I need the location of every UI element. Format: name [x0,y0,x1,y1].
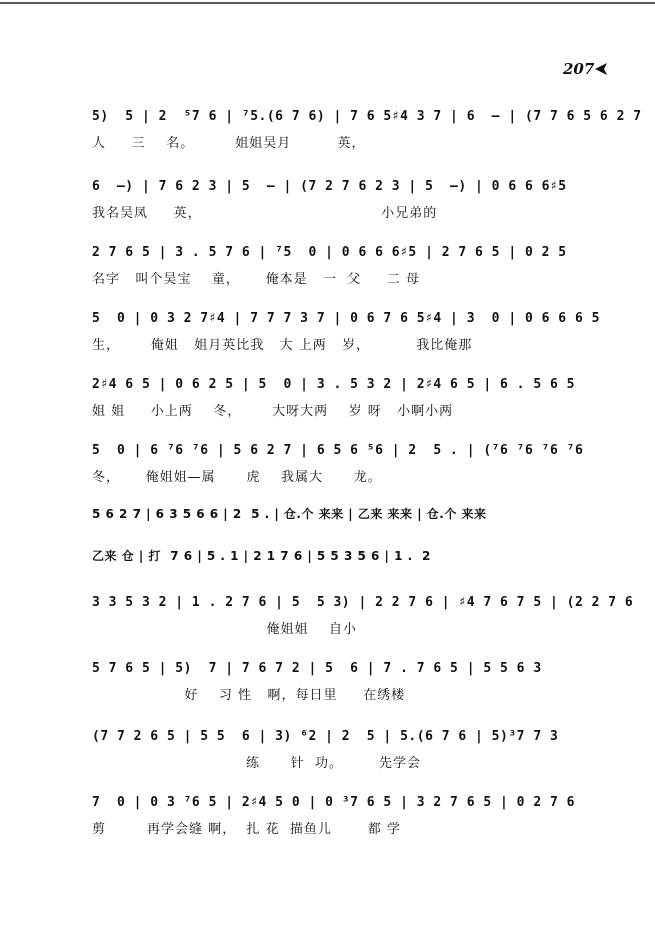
score-system [0,784,655,854]
score-system [0,718,655,788]
notation-line: 5 7 6 5 | 5) 7 | 7 6 7 2 | 5 6 | 7 . 7 6 5 | 5 5 6 3 [92,661,542,676]
lyric-line: 俺姐姐 自小 [92,622,358,637]
notation-line: 5) 5 | 2 ⁵7 6 | ⁷5.(6 7 6) | 7 6 5♯4 3 7 | 6 – | (7 7 6 5 6 2 7 [92,109,642,124]
lyric-line: 冬， 俺姐姐—属 虎 我属大 龙。 [92,470,382,485]
notation-line: 7 0 | 0 3 ⁷6 5 | 2♯4 5 0 | 0 ³7 6 5 | 3 2 7 6 5 | 0 2 7 6 [92,795,575,810]
page-ornament-icon [593,62,609,76]
score-system [0,168,655,238]
lyric-line: 我名吴凤 英， 小兄弟的 [92,206,438,221]
lyric-line: 生， 俺姐 姐月英比我 大 上两 岁， 我比俺那 [92,338,473,353]
notation-line: 乙来 仓 | 打 7 6 | 5 . 1 | 2 1 7 6 | 5 5 3 5 6 | 1 . 2 [92,549,431,563]
lyric-line: 剪 再学会缝 啊， 扎 花 描鱼儿 都 学 [92,822,401,837]
score-system [0,366,655,436]
notation-line: (7 7 2 6 5 | 5 5 6 | 3) ⁶2 | 2 5 | 5.(6 7 6 | 5)³7 7 3 [92,729,559,744]
notation-line: 5 0 | 0 3 2 7♯4 | 7 7 7 3 7 | 0 6 7 6 5♯4 | 3 0 | 0 6 6 6 5 [92,311,600,326]
score-system [0,98,655,168]
notation-line: 3 3 5 3 2 | 1 . 2 7 6 | 5 5 3) | 2 2 7 6 | ♯4 7 6 7 5 | (2 2 7 6 [92,595,634,610]
score-system [0,432,655,502]
score-system [0,650,655,720]
score-system [0,300,655,370]
notation-line: 2♯4 6 5 | 0 6 2 5 | 5 0 | 3 . 5 3 2 | 2♯4 6 5 | 6 . 5 6 5 [92,377,575,392]
page-number: 207 [563,60,595,78]
notation-line: 2 7 6 5 | 3 . 5 7 6 | ⁷5 0 | 0 6 6 6♯5 | 2 7 6 5 | 0 2 5 [92,245,567,260]
lyric-line: 练 针 功。 先学会 [92,756,421,771]
notation-line: 5 0 | 6 ⁷6 ⁷6 | 5 6 2 7 | 6 5 6 ⁵6 | 2 5 . | (⁷6 ⁷6 ⁷6 ⁷6 [92,443,584,458]
lyric-line: 人 三 名。 姐姐吴月 英， [92,136,366,151]
notation-line: 6 –) | 7 6 2 3 | 5 – | (7 2 7 6 2 3 | 5 –) | 0 6 6 6♯5 [92,179,567,194]
score-system [0,584,655,654]
lyric-line: 好 习 性 啊，每日里 在绣楼 [92,688,406,703]
notation-line: 5 6 2 7 | 6 3 5 6 6 | 2 5 . | 仓.个 来来 | 乙来 来来 | 仓.个 来来 [92,507,487,521]
lyric-line: 名字 叫个吴宝 童， 俺本是 一 父 二 母 [92,272,421,287]
lyric-line: 姐 姐 小上两 冬， 大呀大两 岁 呀 小啊小两 [92,404,454,419]
score-system [0,234,655,304]
page-top-rule [0,0,655,6]
